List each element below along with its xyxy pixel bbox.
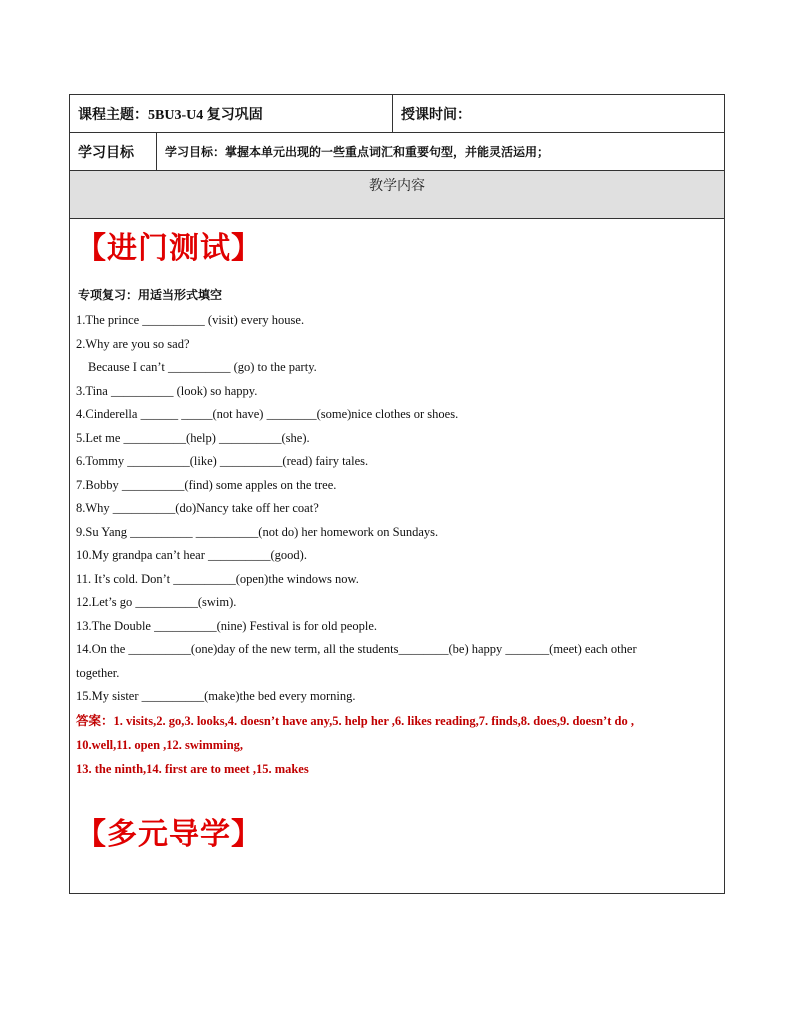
time-label: 授课时间： [401, 106, 471, 123]
exercise-item: 4.Cinderella ______ _____(not have) ________(some)nice clothes or shoes. [76, 407, 459, 421]
exercise-item: 9.Su Yang __________ __________(not do) her homework on Sundays. [76, 524, 439, 539]
content-band [70, 171, 724, 219]
objective-value: 学习目标：掌握本单元出现的一些重点词汇和重要句型，并能灵活运用； [165, 145, 550, 159]
exercise-item: 5.Let me __________(help) __________(she). [76, 430, 310, 445]
topic-cell [70, 95, 393, 132]
section-heading-entry-test: 【进门测试】 [76, 231, 262, 266]
answer-line: 13. the ninth,14. first are to meet ,15. makes [76, 762, 309, 776]
topic-value: 5BU3-U4 复习巩固 [148, 107, 263, 123]
exercise-list [76, 309, 716, 709]
answer-line: 答案：1. visits,2. go,3. looks,4. doesn’t have any,5. help her ,6. likes reading,7. finds,8. does,9. doesn’t do , [76, 714, 634, 728]
header-row-topic [70, 95, 724, 133]
exercise-item: 2.Why are you so sad? [76, 336, 190, 351]
exercise-item: 8.Why __________(do)Nancy take off her coat? [76, 501, 319, 515]
section-heading-guided-learning: 【多元导学】 [76, 817, 262, 852]
time-cell [393, 95, 724, 132]
exercise-item: 1.The prince __________ (visit) every house. [76, 313, 305, 327]
exercise-item: 13.The Double __________(nine) Festival is for old people. [76, 618, 377, 633]
exercise-item: 6.Tommy __________(like) __________(read) fairy tales. [76, 454, 369, 468]
exercise-item: 12.Let’s go __________(swim). [76, 595, 237, 609]
exercise-item: Because I can’t __________ (go) to the party. [88, 360, 317, 374]
exercise-item: 7.Bobby __________(find) some apples on the tree. [76, 477, 337, 492]
exercise-item: together. [76, 665, 120, 680]
exercise-item: 11. It’s cold. Don’t __________(open)the windows now. [76, 571, 359, 586]
exercise-item: 15.My sister __________(make)the bed every morning. [76, 689, 356, 703]
objective-label: 学习目标 [70, 133, 157, 170]
answer-key [76, 709, 716, 781]
exercise-item: 14.On the __________(one)day of the new term, all the students________(be) happy _______(meet) each other [76, 642, 637, 656]
exercise-item: 3.Tina __________ (look) so happy. [76, 383, 258, 398]
section-subheading: 专项复习：用适当形式填空 [78, 288, 223, 302]
lesson-plan-table [69, 94, 725, 894]
exercise-item: 10.My grandpa can’t hear __________(good). [76, 548, 307, 562]
content-label: 教学内容 [369, 178, 425, 194]
answer-line: 10.well,11. open ,12. swimming, [76, 738, 244, 752]
topic-label: 课程主题： [78, 106, 148, 123]
header-row-objective [70, 133, 724, 171]
